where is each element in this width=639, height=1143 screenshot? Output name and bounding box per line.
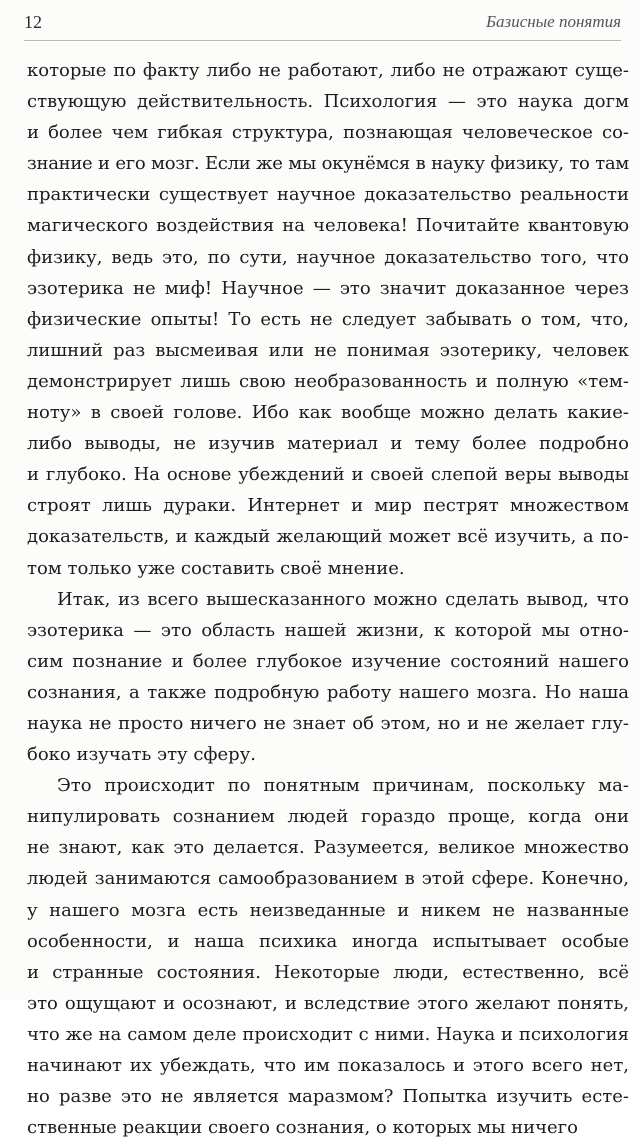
header-divider — [24, 40, 621, 41]
text-line: эзотерика — это область нашей жизни, к которой мы отно- — [27, 619, 629, 641]
body-text — [27, 55, 629, 1143]
text-line: ственные реакции своего сознания, о которых мы ничего — [27, 1117, 578, 1139]
text-line: сознания, а также подробную работу нашего мозга. Но наша — [27, 681, 629, 703]
text-line: и более чем гибкая структура, познающая человеческое со- — [27, 122, 629, 144]
text-line: знание и его мозг. Если же мы окунёмся в науку физику, то там — [27, 153, 629, 175]
text-line: и странные состояния. Некоторые люди, естественно, всё — [27, 961, 629, 983]
text-line: которые по факту либо не работают, либо не отражают суще- — [27, 60, 629, 81]
text-line: Итак, из всего вышесказанного можно сделать вывод, что — [57, 588, 629, 610]
text-line: либо выводы, не изучив материал и тему более подробно — [27, 433, 629, 455]
text-line: людей занимаются самообразованием в этой сфере. Конечно, — [27, 868, 629, 890]
text-line: магического воздействия на человека! Почитайте квантовую — [27, 215, 629, 237]
text-line: нипулировать сознанием людей гораздо проще, когда они — [27, 806, 629, 828]
text-line: физические опыты! То есть не следует забывать о том, что, — [27, 308, 629, 330]
text-line: Это происходит по понятным причинам, поскольку ма- — [57, 775, 629, 797]
text-line: том только уже составить своё мнение. — [27, 557, 405, 579]
text-line: у нашего мозга есть неизведанные и никем не названные — [27, 899, 629, 921]
text-line: и глубоко. На основе убеждений и своей слепой веры выводы — [27, 464, 629, 486]
paragraph — [27, 770, 629, 1143]
text-line: особенности, и наша психика иногда испытывает особые — [27, 930, 629, 952]
text-line: демонстрирует лишь свою необразованность и полную «тем- — [27, 370, 629, 392]
text-line: практически существует научное доказательство реальности — [27, 184, 629, 206]
text-line: наука не просто ничего не знает об этом, но и не желает глу- — [27, 712, 629, 734]
text-line: но разве это не является маразмом? Попытка изучить есте- — [27, 1086, 629, 1108]
page-header — [24, 10, 621, 34]
text-line: доказательств, и каждый желающий может всё изучить, а по- — [27, 526, 629, 548]
paragraph — [27, 55, 629, 584]
text-line: что же на самом деле происходит с ними. Наука и психология — [27, 1023, 629, 1045]
text-line: эзотерика не миф! Научное — это значит доказанное через — [27, 277, 629, 299]
text-line: строят лишь дураки. Интернет и мир пестрят множеством — [27, 495, 629, 517]
text-line: не знают, как это делается. Разумеется, великое множество — [27, 837, 629, 859]
text-line: начинают их убеждать, что им показалось и этого всего нет, — [27, 1055, 629, 1076]
running-title: Базисные понятия — [486, 12, 621, 31]
text-line: боко изучать эту сферу. — [27, 744, 257, 766]
text-line: ствующую действительность. Психология — это наука догм — [27, 91, 629, 113]
page-number: 12 — [24, 12, 42, 32]
text-line: лишний раз высмеивая или не понимая эзотерику, человек — [27, 339, 629, 361]
text-line: ноту» в своей голове. Ибо как вообще можно делать какие- — [27, 402, 629, 424]
text-line: физику, ведь это, по сути, научное доказательство того, что — [27, 246, 629, 268]
text-line: сим познание и более глубокое изучение состояний нашего — [27, 650, 629, 672]
text-line: это ощущают и осознают, и вследствие этого желают понять, — [27, 992, 629, 1014]
paragraph — [27, 584, 629, 771]
